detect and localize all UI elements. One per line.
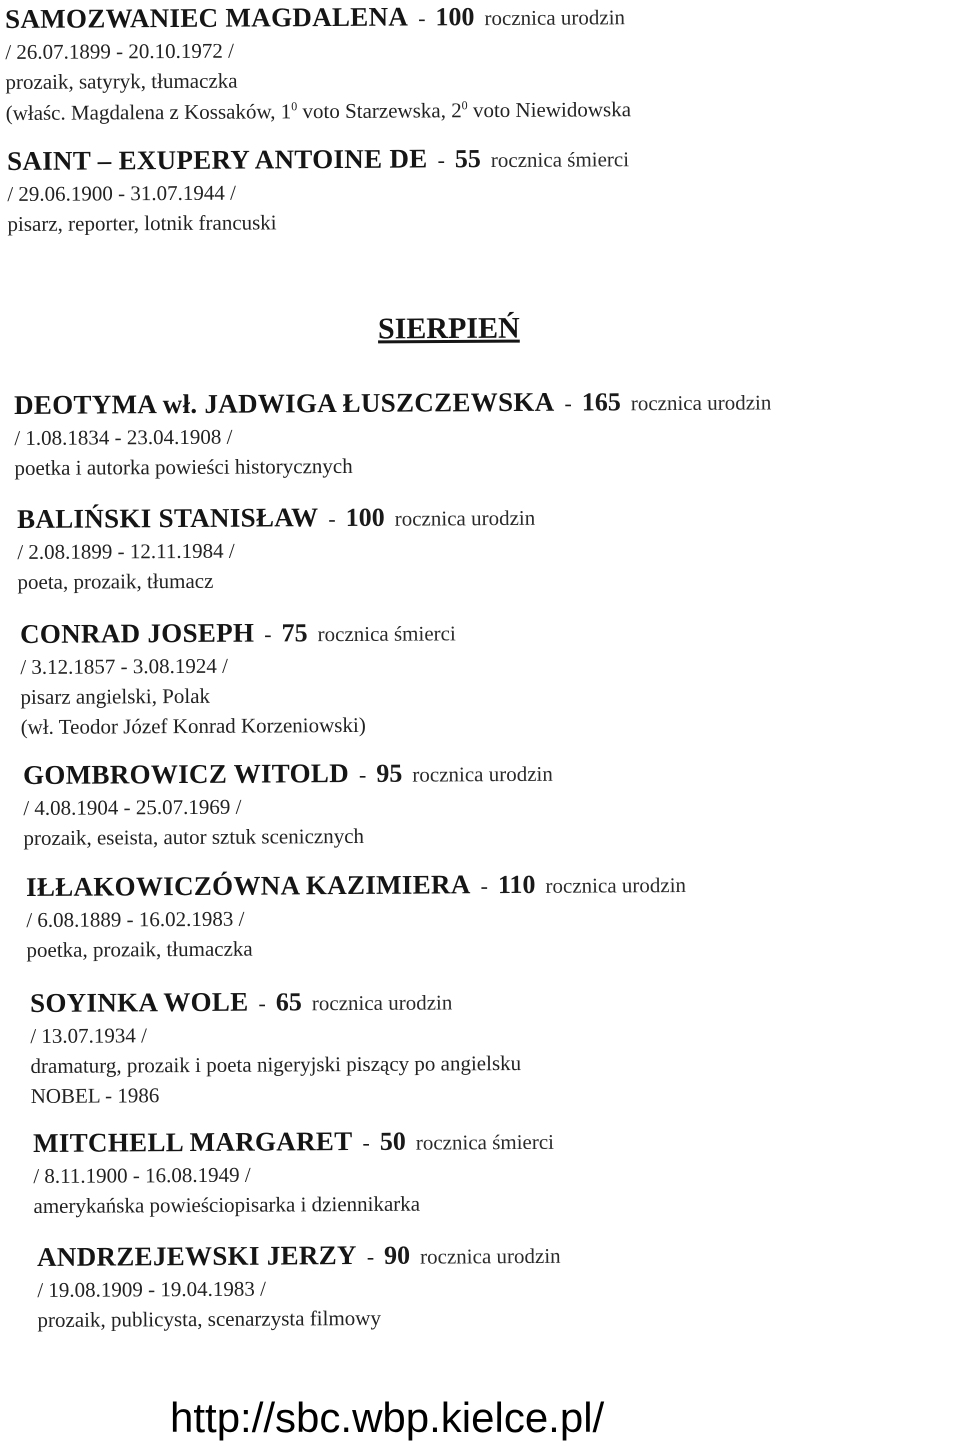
entry-dash: -: [362, 1129, 370, 1155]
entry-award: NOBEL - 1986: [30, 1083, 160, 1108]
entry-name: SOYINKA WOLE: [29, 986, 249, 1018]
entry-kind: rocznica urodzin: [545, 872, 687, 898]
entry-header: [5, 2, 631, 33]
entry-name: CONRAD JOSEPH: [19, 617, 255, 649]
entry-header: [26, 870, 686, 901]
entry-description: amerykańska powieściopisarka i dziennikarka: [33, 1191, 421, 1218]
entry-saint-exupery: [7, 144, 629, 235]
entry-kind: rocznica śmierci: [490, 147, 630, 173]
entry-name: GOMBROWICZ WITOLD: [22, 758, 350, 790]
entry-soyinka: [30, 987, 521, 1107]
entry-kind: rocznica urodzin: [484, 5, 626, 31]
entry-dates: / 8.11.1900 - 16.08.1949 /: [33, 1162, 251, 1188]
entry-name: BALIŃSKI STANISŁAW: [16, 502, 319, 534]
entry-header: [20, 618, 456, 648]
entry-header: [23, 759, 553, 789]
entry-dates: / 3.12.1857 - 3.08.1924 /: [20, 653, 229, 679]
entry-andrzejewski: [37, 1241, 561, 1331]
entry-description: prozaik, eseista, autor sztuk scenicznych: [23, 823, 365, 850]
entry-name: SAMOZWANIEC MAGDALENA: [4, 1, 409, 34]
entry-description: poetka i autorka powieści historycznych: [14, 453, 353, 480]
entry-note-part-3: voto Niewidowska: [467, 97, 632, 123]
entry-note-part-2: voto Starzewska, 2: [297, 98, 462, 124]
entry-number: 95: [376, 758, 403, 788]
entry-kind: rocznica urodzin: [420, 1243, 561, 1269]
entry-gombrowicz: [23, 759, 553, 849]
entry-mitchell: [33, 1127, 554, 1217]
month-heading: SIERPIEŃ: [377, 311, 520, 346]
entry-note: [6, 98, 631, 124]
entry-note: (wł. Teodor Józef Konrad Korzeniowski): [20, 712, 366, 739]
entry-header: [17, 503, 535, 533]
entry-number: 165: [581, 387, 621, 417]
entry-description: pisarz, reporter, lotnik francuski: [7, 210, 277, 236]
entry-dash: -: [328, 506, 336, 532]
entry-number: 55: [454, 144, 481, 174]
entry-dates: / 6.08.1889 - 16.02.1983 /: [26, 906, 245, 932]
entry-number: 110: [497, 869, 536, 900]
entry-dash: -: [418, 5, 426, 31]
entry-note-part-1: (właśc. Magdalena z Kossaków, 1: [5, 99, 292, 125]
entry-header: [33, 1127, 554, 1157]
entry-conrad: [20, 618, 456, 738]
entry-dates: / 2.08.1899 - 12.11.1984 /: [17, 538, 235, 564]
entry-header: [30, 987, 521, 1017]
entry-name: ANDRZEJEWSKI JERZY: [36, 1240, 357, 1272]
entry-dates: / 13.07.1934 /: [30, 1023, 148, 1048]
entry-number: 75: [281, 618, 308, 648]
entry-kind: rocznica urodzin: [311, 990, 453, 1016]
entry-dates: / 19.08.1909 - 19.04.1983 /: [37, 1276, 267, 1302]
entry-description: prozaik, satyryk, tłumaczka: [5, 68, 238, 94]
entry-number: 100: [435, 2, 475, 32]
entry-description: prozaik, publicysta, scenarzysta filmowy: [37, 1305, 382, 1332]
entry-header: [7, 144, 629, 175]
entry-name: IŁŁAKOWICZÓWNA KAZIMIERA: [25, 869, 471, 902]
entry-description: pisarz angielski, Polak: [20, 683, 211, 709]
entry-dash: -: [264, 621, 272, 647]
entry-number: 100: [345, 502, 385, 532]
entry-name: SAINT – EXUPERY ANTOINE DE: [6, 143, 428, 176]
entry-header: [37, 1241, 561, 1271]
entry-illakowiczowna: [26, 870, 686, 961]
entry-number: 50: [379, 1126, 406, 1156]
entry-dash: -: [258, 990, 266, 1016]
entry-name: DEOTYMA wł. JADWIGA ŁUSZCZEWSKA: [13, 386, 555, 420]
entry-dash: -: [437, 147, 445, 173]
entry-dates: / 29.06.1900 - 31.07.1944 /: [7, 180, 237, 206]
entry-dates: / 4.08.1904 - 25.07.1969 /: [23, 794, 242, 820]
entry-description: dramaturg, prozaik i poeta nigeryjski piszący po angielsku: [30, 1051, 522, 1078]
entry-kind: rocznica śmierci: [415, 1129, 555, 1155]
entry-kind: rocznica śmierci: [317, 621, 456, 647]
entry-number: 90: [384, 1240, 411, 1270]
superscript: 0: [461, 98, 468, 113]
entry-dates: / 26.07.1899 - 20.10.1972 /: [5, 38, 235, 64]
entry-balinski: [17, 503, 536, 593]
entry-dates: / 1.08.1834 - 23.04.1908 /: [14, 424, 233, 450]
entry-header: [14, 387, 771, 419]
entry-description: poeta, prozaik, tłumacz: [17, 568, 214, 594]
entry-kind: rocznica urodzin: [630, 390, 772, 416]
entry-dash: -: [480, 873, 489, 899]
entry-dash: -: [358, 761, 367, 787]
entry-samozwaniec: [5, 2, 631, 124]
entry-name: MITCHELL MARGARET: [32, 1126, 353, 1158]
entry-number: 65: [275, 987, 302, 1017]
entry-dash: -: [564, 390, 572, 416]
entry-kind: rocznica urodzin: [394, 505, 536, 531]
superscript: 0: [291, 99, 298, 114]
entry-deotyma: [14, 387, 772, 479]
footer-url[interactable]: http://sbc.wbp.kielce.pl/: [170, 1394, 605, 1441]
entry-description: poetka, prozaik, tłumaczka: [26, 936, 253, 962]
entry-dash: -: [366, 1243, 375, 1269]
entry-kind: rocznica urodzin: [412, 761, 553, 787]
